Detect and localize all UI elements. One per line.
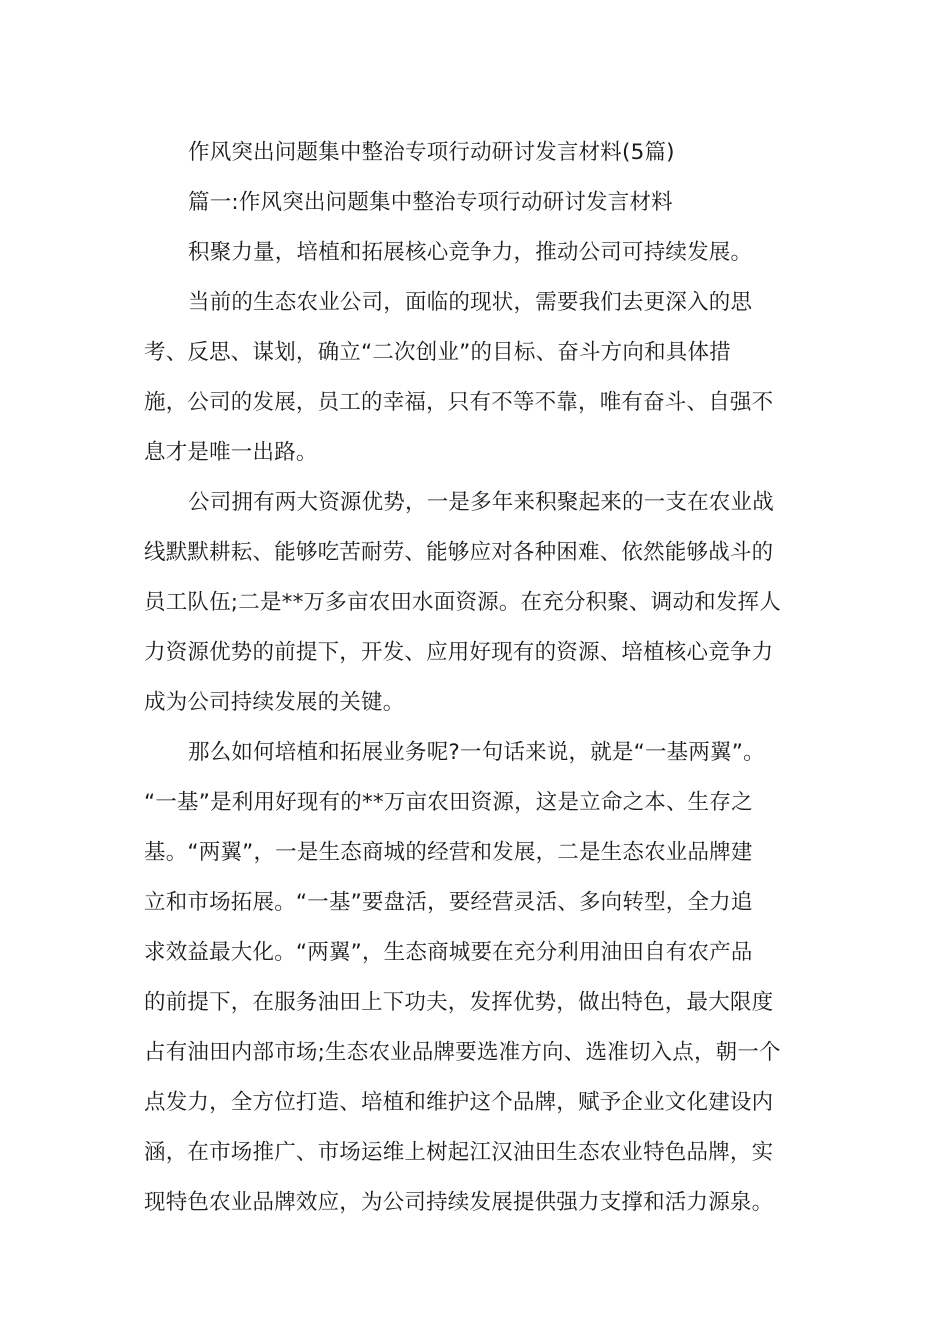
paragraph-line: 当前的生态农业公司，面临的现状，需要我们去更深入的思 [188,290,753,315]
paragraph-2 [144,278,808,478]
paragraph-line: 那么如何培植和拓展业务呢?一句话来说，就是“一基两翼”。 [188,740,765,765]
paragraph-line: 的前提下，在服务油田上下功夫，发挥优势，做出特色，最大限度 [144,990,774,1015]
paragraph-line: 占有油田内部市场;生态农业品牌要选准方向、选准切入点，朝一个 [144,1040,781,1065]
paragraph-line: 线默默耕耘、能够吃苦耐劳、能够应对各种困难、依然能够战斗的 [144,540,774,565]
document-title: 作风突出问题集中整治专项行动研讨发言材料(5篇) [188,140,675,165]
paragraph-line: 公司拥有两大资源优势，一是多年来积聚起来的一支在农业战 [188,490,774,515]
document-subtitle: 篇一:作风突出问题集中整治专项行动研讨发言材料 [188,190,673,215]
paragraph-line: 考、反思、谋划，确立“二次创业”的目标、奋斗方向和具体措 [144,340,731,365]
paragraph-line: 点发力，全方位打造、培植和维护这个品牌，赋予企业文化建设内 [144,1090,774,1115]
paragraph-line: 求效益最大化。“两翼”，生态商城要在充分利用油田自有农产品 [144,940,753,965]
paragraph-line: “一基”是利用好现有的**万亩农田资源，这是立命之本、生存之 [144,790,753,815]
paragraph-line: 立和市场拓展。“一基”要盘活，要经营灵活、多向转型，全力追 [144,890,753,915]
document-body [144,128,808,1228]
paragraph-line: 基。“两翼”，一是生态商城的经营和发展，二是生态农业品牌建 [144,840,753,865]
paragraph-line: 施，公司的发展，员工的幸福，只有不等不靠，唯有奋斗、自强不 [144,390,774,415]
paragraph-line: 现特色农业品牌效应，为公司持续发展提供强力支撑和活力源泉。 [144,1190,774,1215]
paragraph-3 [144,478,808,728]
paragraph-line: 力资源优势的前提下，开发、应用好现有的资源、培植核心竞争力 [144,640,774,665]
paragraph-line: 成为公司持续发展的关键。 [144,690,405,715]
paragraph-line: 涵，在市场推广、市场运维上树起江汉油田生态农业特色品牌，实 [144,1140,774,1165]
paragraph-line: 积聚力量，培植和拓展核心竞争力，推动公司可持续发展。 [188,240,753,265]
paragraph-line: 员工队伍;二是**万多亩农田水面资源。在充分积聚、调动和发挥人 [144,590,781,615]
paragraph-1 [144,228,808,278]
paragraph-line: 息才是唯一出路。 [144,440,318,465]
paragraph-4 [144,728,808,1228]
